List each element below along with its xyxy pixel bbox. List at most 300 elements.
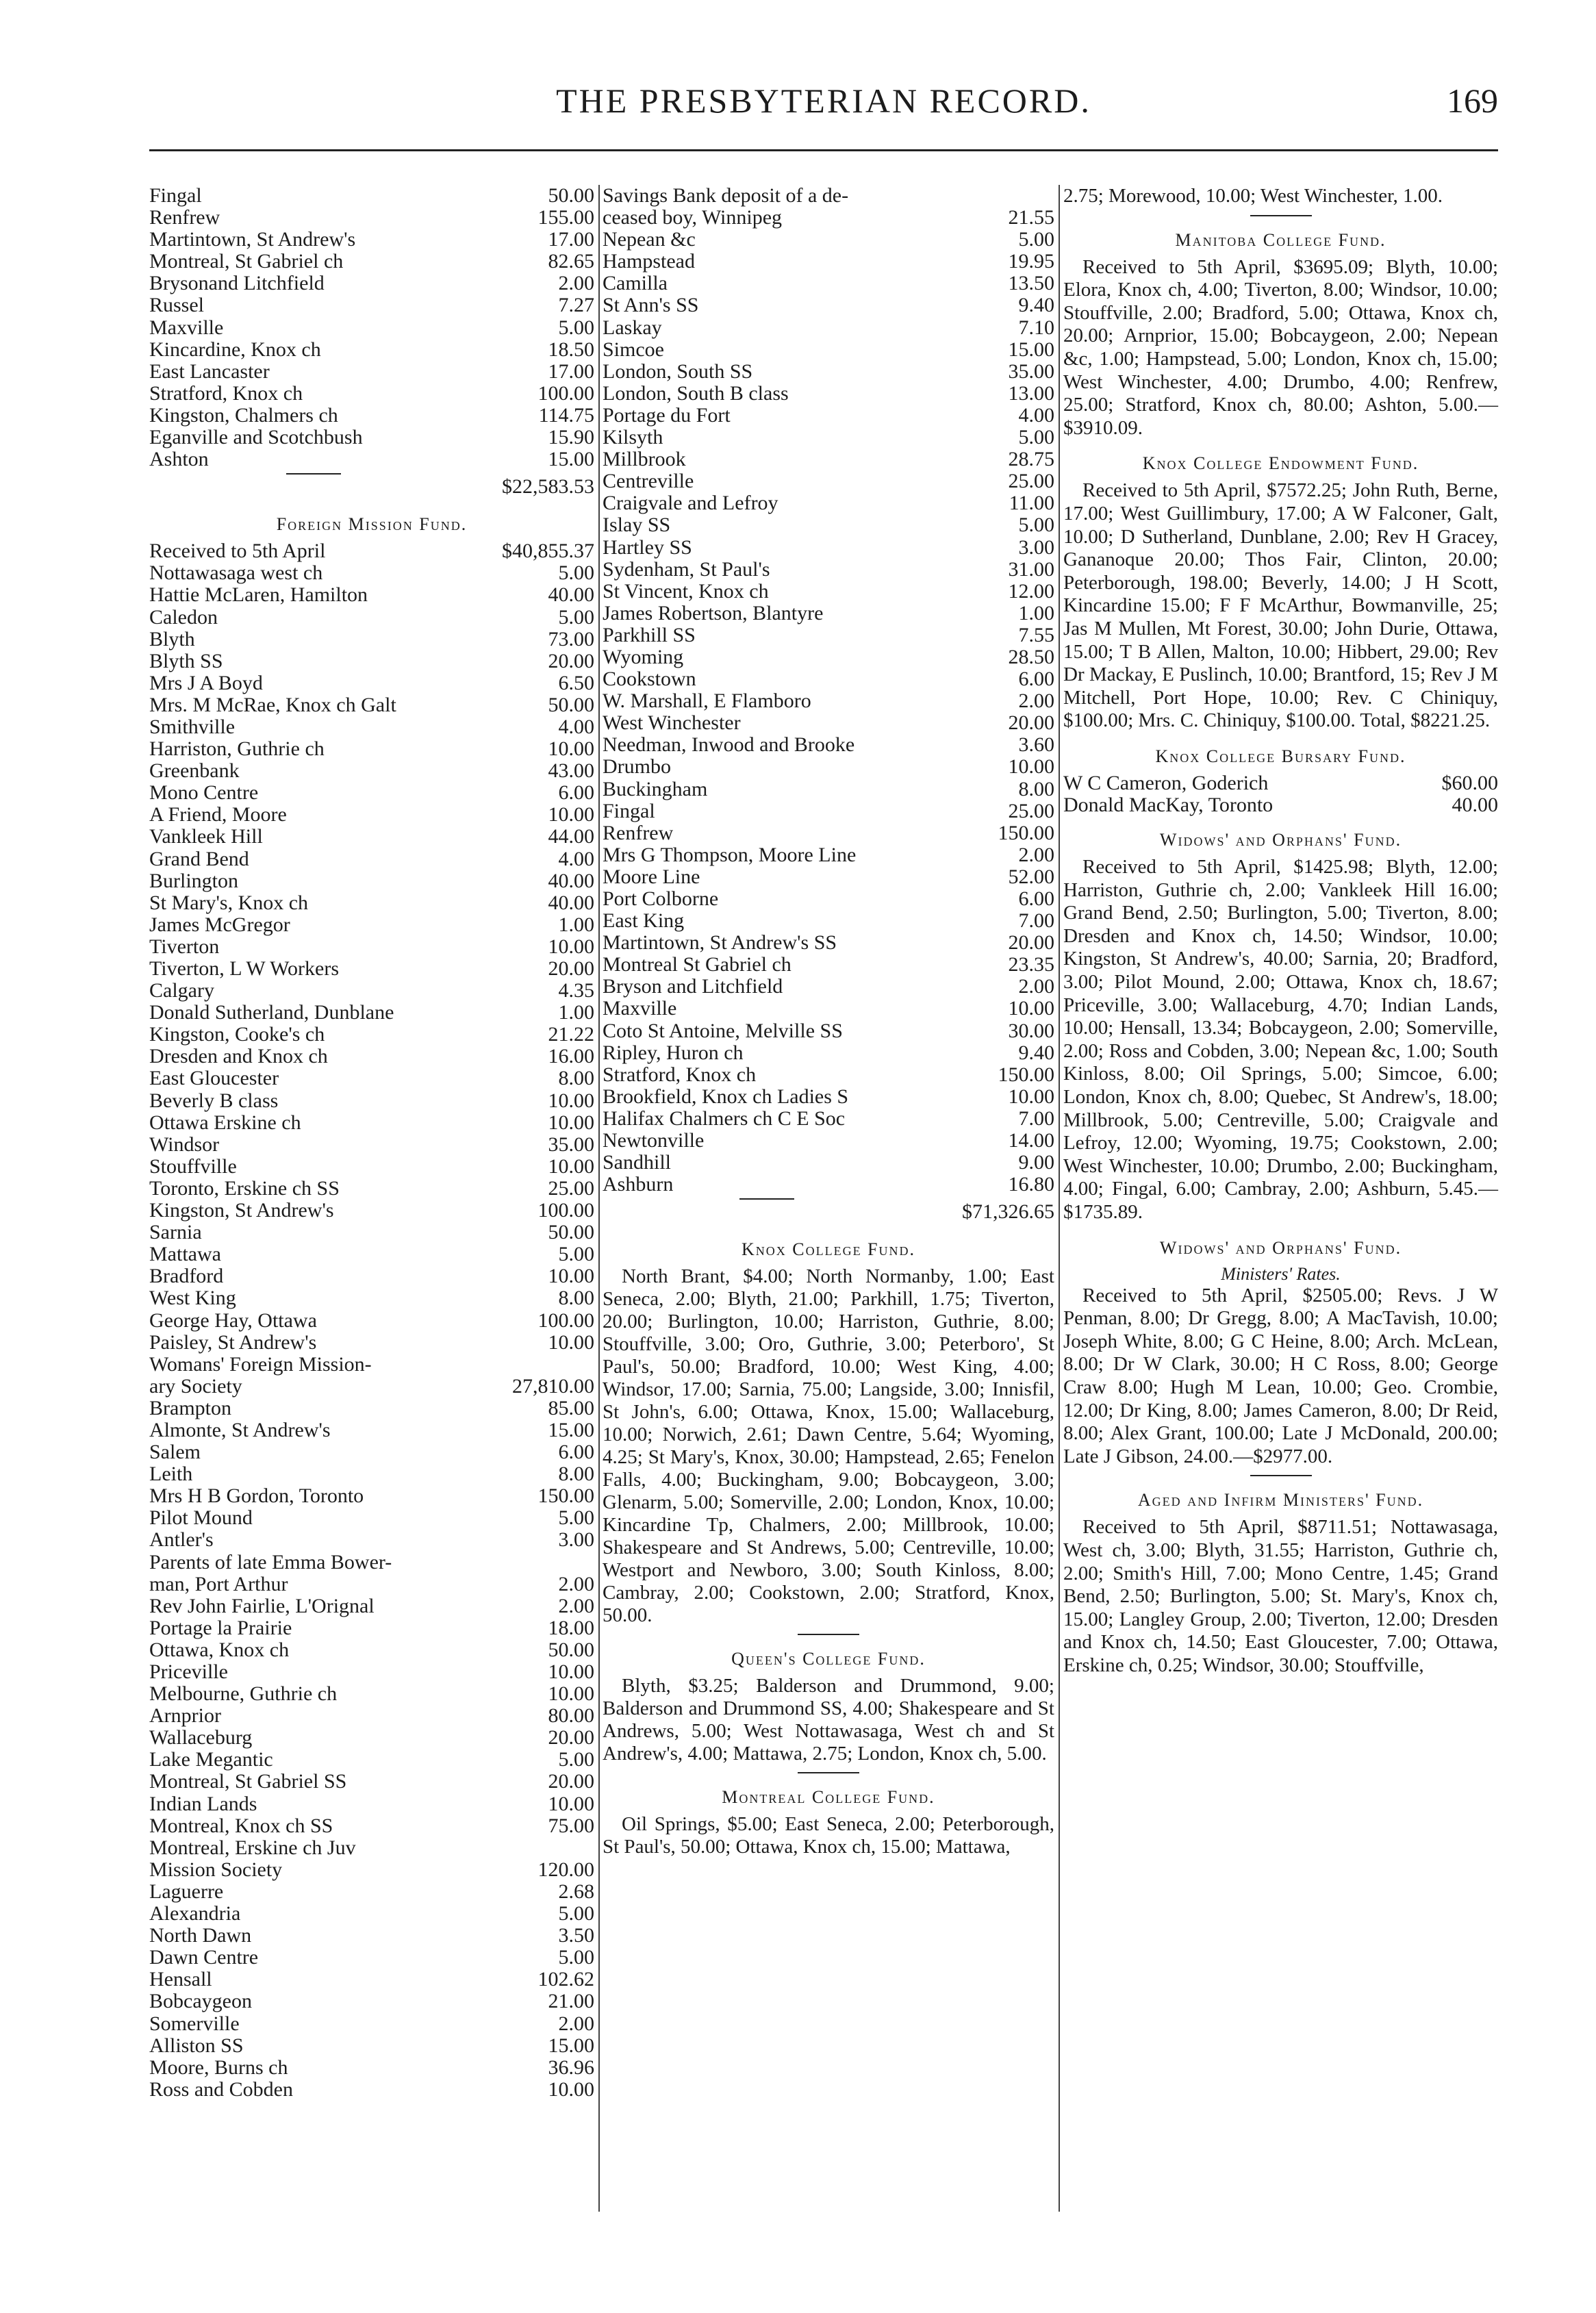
list-item — [149, 914, 594, 936]
contribution-amount: 15.00 — [1008, 338, 1054, 361]
section-title: Widows' and Orphans' Fund. — [1159, 1237, 1402, 1258]
contribution-amount: 2.00 — [558, 1573, 594, 1595]
list-item — [603, 822, 1054, 844]
contribution-amount: 20.00 — [548, 958, 594, 980]
list-item — [149, 1573, 594, 1595]
contribution-amount: 50.00 — [548, 694, 594, 716]
list-item — [149, 1749, 594, 1771]
contributor-name: Melbourne, Guthrie ch — [149, 1683, 338, 1706]
list-item — [603, 207, 1054, 229]
section-title: Queen's College Fund. — [731, 1649, 926, 1669]
list-item — [149, 1134, 594, 1156]
contributor-name: Ottawa, Knox ch — [149, 1639, 290, 1661]
contribution-amount: 10.00 — [548, 804, 594, 826]
contributor-name: St Mary's, Knox ch — [149, 892, 309, 914]
contributor-name: Dawn Centre — [149, 1947, 259, 1969]
contribution-amount: 8.00 — [558, 1463, 594, 1486]
contributor-name: Stouffville — [149, 1155, 237, 1178]
contributor-name: Simcoe — [603, 338, 664, 361]
contributor-name: West King — [149, 1287, 236, 1310]
contribution-amount: 100.00 — [537, 382, 594, 405]
contribution-amount: 5.00 — [558, 1947, 594, 1969]
contribution-amount: 11.00 — [1009, 492, 1054, 515]
contributor-name: Montreal, Erskine ch Juv — [149, 1836, 356, 1859]
list-item — [149, 1178, 594, 1200]
list-item — [149, 1595, 594, 1617]
contributor-name: Portage du Fort — [603, 404, 731, 427]
contribution-amount: 20.00 — [1008, 932, 1054, 955]
list-item — [603, 779, 1054, 800]
list-item — [149, 317, 594, 339]
list-item — [149, 848, 594, 870]
contribution-list — [149, 185, 594, 470]
column-divider — [598, 185, 600, 2212]
contribution-amount: 28.50 — [1008, 646, 1054, 668]
contributor-name: Maxville — [603, 998, 677, 1020]
contributor-name: North Dawn — [149, 1925, 252, 1947]
divider — [1250, 215, 1312, 216]
contribution-amount: 85.00 — [548, 1397, 594, 1419]
contribution-amount: 40.00 — [548, 870, 594, 892]
contribution-amount: 20.00 — [1008, 712, 1054, 735]
contribution-amount: 10.00 — [548, 738, 594, 761]
contribution-amount: 2.00 — [1018, 844, 1054, 866]
list-item — [149, 1727, 594, 1749]
contributor-name: Needman, Inwood and Brooke — [603, 734, 855, 757]
contribution-amount: 35.00 — [548, 1133, 594, 1156]
section-paragraph: Received to 5th April, $2505.00; Revs. J W Penman, 8.00; Dr Gregg, 8.00; A MacTavish, 10.00; Joseph White, 8.00; G C Heine, 8.00; Arch. McLean, 8.00; Dr W Clark, 30.00; H C Ross, 8.00; George Craw 8.00; Hugh M Lean, 10.00; Geo. Crombie, 12.00; Dr King, 8.00; James Cameron, 8.00; Dr Reid, 8.00; Alex Grant, 100.00; Late J McDonald, 200.00; Late J Gibson, 24.00.—$2977.00. — [1063, 1284, 1498, 1467]
list-item — [149, 1376, 594, 1398]
list-item — [149, 562, 594, 584]
contribution-amount: 40.00 — [1452, 794, 1498, 816]
total-line — [603, 1196, 1054, 1226]
contribution-amount: 102.62 — [537, 1969, 594, 1991]
contributor-name: Martintown, St Andrew's — [149, 229, 356, 251]
contribution-amount: 5.00 — [558, 606, 594, 629]
contribution-amount: 13.00 — [1008, 382, 1054, 405]
list-item — [149, 1990, 594, 2012]
list-item — [149, 1881, 594, 1903]
contributor-name: Smithville — [149, 716, 236, 738]
contributor-name: Caledon — [149, 606, 218, 629]
list-item — [149, 2057, 594, 2079]
contribution-amount: 10.00 — [548, 1661, 594, 1683]
contribution-amount: 7.55 — [1018, 624, 1054, 646]
list-item — [603, 756, 1054, 778]
contributor-name: Brampton — [149, 1397, 231, 1419]
list-item — [603, 361, 1054, 383]
list-item — [603, 976, 1054, 998]
contribution-amount: 2.00 — [558, 273, 594, 295]
list-item — [149, 760, 594, 782]
contributor-name: Mattawa — [149, 1243, 221, 1266]
list-item — [603, 954, 1054, 976]
list-item — [149, 273, 594, 294]
contributor-name: London, South SS — [603, 360, 753, 383]
contributor-name: Rev John Fairlie, L'Orignal — [149, 1595, 375, 1617]
contributor-name: Harriston, Guthrie ch — [149, 738, 325, 761]
contributor-name: Somerville — [149, 2012, 240, 2035]
contributor-name: London, South B class — [603, 382, 789, 405]
contribution-amount: 100.00 — [537, 1309, 594, 1332]
contribution-amount: 3.50 — [558, 1925, 594, 1947]
contribution-amount: 8.00 — [558, 1287, 594, 1310]
contributor-name: A Friend, Moore — [149, 804, 287, 826]
contribution-amount: 5.00 — [558, 316, 594, 339]
list-item — [149, 1265, 594, 1287]
contribution-amount: 10.00 — [548, 1683, 594, 1706]
list-item — [149, 1354, 594, 1376]
contribution-amount: 120.00 — [537, 1858, 594, 1881]
list-item — [149, 1287, 594, 1309]
list-item — [149, 540, 594, 562]
contribution-amount: 4.00 — [558, 848, 594, 870]
contributor-name: Windsor — [149, 1133, 220, 1156]
contribution-amount: 5.00 — [558, 1243, 594, 1266]
list-item — [149, 1485, 594, 1507]
contributor-name: W. Marshall, E Flamboro — [603, 690, 811, 713]
contributor-name: Blyth — [149, 628, 195, 650]
contributor-name: Mission Society — [149, 1858, 283, 1881]
contribution-amount: 16.80 — [1008, 1174, 1054, 1196]
contributor-name: George Hay, Ottawa — [149, 1309, 317, 1332]
contributor-name: Burlington — [149, 870, 239, 892]
contributor-name: Islay SS — [603, 514, 671, 537]
section-title: Knox College Bursary Fund. — [1155, 746, 1406, 766]
contributor-name: Stratford, Knox ch — [149, 382, 303, 405]
contribution-amount: 4.00 — [558, 716, 594, 738]
contributor-name: Moore, Burns ch — [149, 2056, 288, 2079]
contributor-name: East King — [603, 910, 685, 933]
contribution-amount: 150.00 — [998, 1063, 1054, 1086]
contributor-name: Mrs. M McRae, Knox ch Galt — [149, 694, 396, 716]
contribution-amount: 35.00 — [1008, 360, 1054, 383]
section-subtitle: Ministers' Rates. — [1221, 1263, 1341, 1284]
contributor-name: Donald MacKay, Toronto — [1063, 794, 1274, 816]
list-item — [603, 932, 1054, 954]
section-title: Knox College Fund. — [741, 1239, 916, 1260]
total-amount: $22,583.53 — [502, 475, 594, 498]
section-paragraph: Oil Springs, $5.00; East Seneca, 2.00; Peterborough, St Paul's, 50.00; Ottawa, Knox ch, 15.00; Mattawa, — [603, 1813, 1054, 1858]
contribution-amount: 44.00 — [548, 826, 594, 848]
contributor-name: Kilsyth — [603, 427, 663, 449]
contributor-name: Kingston, Chalmers ch — [149, 404, 338, 427]
contribution-amount: 6.00 — [558, 782, 594, 805]
contributor-name: Vankleek Hill — [149, 826, 263, 848]
section-paragraph: 2.75; Morewood, 10.00; West Winchester, 1.00. — [1063, 185, 1443, 207]
contribution-list — [149, 540, 594, 2101]
contribution-amount: 1.00 — [558, 1002, 594, 1024]
contribution-amount: 7.10 — [1018, 316, 1054, 339]
contribution-amount: 25.00 — [548, 1177, 594, 1200]
contribution-amount: 7.27 — [558, 294, 594, 317]
contribution-amount: 10.00 — [548, 1089, 594, 1112]
list-item — [603, 514, 1054, 536]
contribution-amount: 17.00 — [548, 360, 594, 383]
contribution-amount: 75.00 — [548, 1815, 594, 1837]
contributor-name: Montreal, St Gabriel ch — [149, 251, 344, 273]
contribution-amount: 18.50 — [548, 338, 594, 361]
contribution-amount: 150.00 — [998, 822, 1054, 844]
list-item — [149, 1441, 594, 1463]
list-item — [603, 317, 1054, 339]
page-title: THE PRESBYTERIAN RECORD. — [556, 81, 1091, 120]
contributor-name: Maxville — [149, 316, 224, 339]
list-item — [603, 448, 1054, 470]
contributor-name: Nepean &c — [603, 229, 696, 251]
list-item — [149, 672, 594, 694]
list-item — [149, 826, 594, 848]
contributor-name: Tiverton — [149, 935, 220, 958]
contribution-amount: 8.00 — [1018, 778, 1054, 800]
contributor-name: Greenbank — [149, 760, 240, 783]
contribution-amount: 2.00 — [558, 1595, 594, 1617]
contribution-amount: 3.00 — [558, 1529, 594, 1552]
contributor-name: Indian Lands — [149, 1793, 257, 1815]
contributor-name: Mono Centre — [149, 782, 259, 805]
section-title: Aged and Infirm Ministers' Fund. — [1137, 1490, 1424, 1511]
contribution-amount: 82.65 — [548, 251, 594, 273]
contributor-name: East Lancaster — [149, 360, 270, 383]
list-item — [149, 1529, 594, 1551]
contributor-name: Toronto, Erskine ch SS — [149, 1177, 340, 1200]
list-item — [149, 1661, 594, 1683]
contributor-name: Moore Line — [603, 865, 700, 888]
contributor-name: Drumbo — [603, 756, 671, 779]
section-title: Foreign Mission Fund. — [276, 514, 468, 535]
contribution-amount: 1.00 — [1018, 602, 1054, 624]
list-item — [149, 1947, 594, 1969]
contribution-amount: 9.40 — [1018, 294, 1054, 317]
contribution-amount: 31.00 — [1008, 558, 1054, 581]
list-item — [603, 1130, 1054, 1152]
list-item — [149, 1024, 594, 1046]
contributor-name: Parkhill SS — [603, 624, 696, 646]
contributor-name: Renfrew — [603, 822, 674, 844]
contributor-name: Cookstown — [603, 668, 696, 691]
list-item — [603, 383, 1054, 405]
contributor-name: Ashton — [149, 448, 209, 471]
contribution-amount: 4.00 — [1018, 404, 1054, 427]
list-item — [603, 668, 1054, 690]
contribution-amount: 25.00 — [1008, 800, 1054, 822]
contributor-name: Blyth SS — [149, 650, 223, 672]
list-item — [149, 629, 594, 650]
total-dash — [739, 1198, 794, 1226]
contribution-amount: 15.00 — [548, 1419, 594, 1441]
list-item — [149, 207, 594, 229]
contribution-amount: 5.00 — [558, 1507, 594, 1530]
list-item — [1063, 794, 1498, 816]
contribution-amount: 52.00 — [1008, 865, 1054, 888]
list-item — [603, 1064, 1054, 1086]
list-item — [149, 1925, 594, 1947]
column-divider — [1059, 185, 1060, 2212]
contributor-name: Mrs G Thompson, Moore Line — [603, 844, 857, 866]
section-title: Manitoba College Fund. — [1175, 229, 1386, 250]
list-item — [603, 690, 1054, 712]
contributor-name: Pilot Mound — [149, 1507, 253, 1530]
contribution-amount: 2.00 — [1018, 690, 1054, 713]
section-title: Montreal College Fund. — [722, 1787, 935, 1808]
contribution-amount: 3.00 — [1018, 536, 1054, 559]
list-item — [149, 2035, 594, 2057]
list-item — [149, 870, 594, 892]
list-item — [149, 804, 594, 826]
contributor-name: Mrs H B Gordon, Toronto — [149, 1485, 364, 1508]
list-item — [149, 2013, 594, 2035]
contribution-amount: 50.00 — [548, 185, 594, 207]
list-item — [149, 1090, 594, 1112]
list-item — [149, 1705, 594, 1727]
contribution-amount: 15.90 — [548, 427, 594, 449]
contributor-name: Fingal — [149, 185, 202, 207]
contributor-name: Camilla — [603, 273, 668, 295]
list-item — [603, 185, 1054, 207]
list-item — [603, 427, 1054, 448]
contributor-name: Kincardine, Knox ch — [149, 338, 321, 361]
list-item — [603, 1152, 1054, 1174]
column-middle — [603, 185, 1054, 1858]
contribution-amount: 10.00 — [548, 1331, 594, 1354]
contribution-amount: 16.00 — [548, 1046, 594, 1068]
contribution-amount: 23.35 — [1008, 954, 1054, 976]
list-item — [149, 405, 594, 427]
list-item — [603, 624, 1054, 646]
contribution-amount: 40.00 — [548, 584, 594, 607]
list-item — [603, 888, 1054, 910]
contributor-name: man, Port Arthur — [149, 1573, 288, 1595]
list-item — [149, 958, 594, 980]
list-item — [149, 2079, 594, 2101]
contributor-name: St Vincent, Knox ch — [603, 580, 769, 603]
contribution-amount: 10.00 — [1008, 756, 1054, 779]
section-paragraph: Received to 5th April, $3695.09; Blyth, 10.00; Elora, Knox ch, 4.00; Tiverton, 8.00; Windsor, 10.00; Stouffville, 2.00; Bradford, 5.00; Ottawa, Knox ch, 20.00; Arnprior, 15.00; Bobcaygeon, 2.00; Nepean &c, 1.00; Hampstead, 5.00; London, Knox ch, 15.00; West Winchester, 4.00; Drumbo, 4.00; Renfrew, 25.00; Stratford, Knox ch, 80.00; Ashton, 5.00.—$3910.09. — [1063, 255, 1498, 439]
contributor-name: Parents of late Emma Bower- — [149, 1551, 392, 1573]
contributor-name: Sandhill — [603, 1152, 672, 1174]
list-item — [603, 1042, 1054, 1064]
list-item — [603, 998, 1054, 1020]
list-item — [603, 229, 1054, 251]
contributor-name: Millbrook — [603, 448, 686, 471]
contributor-name: Brookfield, Knox ch Ladies S — [603, 1085, 849, 1108]
list-item — [149, 1112, 594, 1134]
contribution-list — [603, 185, 1054, 1196]
section-title: Knox College Endowment Fund. — [1142, 453, 1419, 474]
section-paragraph: Received to 5th April, $1425.98; Blyth, 12.00; Harriston, Guthrie ch, 2.00; Vankleek Hill 16.00; Grand Bend, 2.50; Burlington, 5.00; Tiverton, 8.00; Dresden and Knox ch, 14.50; Windsor, 10.00; Kingston, St Andrew's, 40.00; Sarnia, 20; Bradford, 3.00; Pilot Mound, 2.00; Ottawa, Knox ch, 18.67; Priceville, 3.00; Wallaceburg, 4.70; Indian Lands, 10.00; Hensall, 13.34; Bobcaygeon, 2.00; Somerville, 2.00; Ross and Cobden, 3.00; Nepean &c, 1.00; South Kinloss, 8.00; Oil Springs, 5.00; Simcoe, 6.00; London, Knox ch, 8.00; Quebec, St Andrew's, 18.00; Millbrook, 5.00; Centreville, 5.00; Craigvale and Lefroy, 12.00; Wyoming, 19.75; Cookstown, 2.00; West Winchester, 10.00; Drumbo, 2.00; Buckingham, 4.00; Fingal, 6.00; Cambray, 2.00; Ashburn, 5.45.—$1735.89. — [1063, 856, 1498, 1223]
list-item — [149, 1398, 594, 1419]
contribution-amount: 114.75 — [538, 404, 594, 427]
contributor-name: Wallaceburg — [149, 1727, 253, 1749]
contribution-amount: 5.00 — [1018, 229, 1054, 251]
list-item — [149, 1552, 594, 1573]
contributor-name: Alliston SS — [149, 2034, 244, 2057]
contributor-name: Montreal, St Gabriel SS — [149, 1771, 347, 1793]
contribution-amount: 25.00 — [1008, 470, 1054, 493]
list-item — [603, 492, 1054, 514]
contributor-name: Womans' Foreign Mission- — [149, 1353, 372, 1376]
list-item — [149, 716, 594, 738]
contributor-name: Port Colborne — [603, 888, 719, 910]
list-item — [149, 427, 594, 448]
contributor-name: Priceville — [149, 1661, 228, 1683]
contribution-amount: 20.00 — [548, 650, 594, 672]
list-item — [149, 1200, 594, 1222]
contributor-name: Grand Bend — [149, 848, 249, 870]
contribution-amount: 5.00 — [558, 1749, 594, 1771]
contribution-amount: 40.00 — [548, 892, 594, 914]
contribution-amount: 15.00 — [548, 448, 594, 471]
list-item — [603, 646, 1054, 668]
list-item — [149, 1771, 594, 1793]
contributor-name: Dresden and Knox ch — [149, 1046, 328, 1068]
contributor-name: Antler's — [149, 1529, 214, 1552]
contributor-name: Coto St Antoine, Melville SS — [603, 1020, 843, 1042]
list-item — [603, 800, 1054, 822]
contributor-name: Alexandria — [149, 1903, 241, 1925]
divider — [1250, 1475, 1312, 1476]
list-item — [149, 1683, 594, 1705]
contribution-amount: 20.00 — [548, 1771, 594, 1793]
contributor-name: Craigvale and Lefroy — [603, 492, 778, 515]
contributor-name: Brysonand Litchfield — [149, 273, 325, 295]
section-paragraph: Received to 5th April, $7572.25; John Ruth, Berne, 17.00; West Guillimbury, 17.00; A W Falconer, Galt, 10.00; D Sutherland, Dunblane, 2.00; Rev H Gracey, Gananoque 20.00; Thos Fair, Clinton, 20.00; Peterborough, 198.00; Beverly, 14.00; J H Scott, Kincardine 15.00; F F McArthur, Bowmanville, 25; Jas M Mullen, Mt Forest, 30.00; John Durie, Ottawa, 15.00; T B Allen, Malton, 10.00; Hibbert, 29.00; Rev Dr Mackay, E Puslinch, 10.00; Brantford, 15; Rev J M Mitchell, Port Hope, 10.00; Rev. C Chiniquy, $100.00; Mrs. C. Chiniquy, $100.00. Total, $8221.25. — [1063, 479, 1498, 732]
list-item — [149, 1222, 594, 1243]
contributor-name: W C Cameron, Goderich — [1063, 772, 1269, 794]
column-left — [149, 185, 594, 2101]
contributor-name: Ross and Cobden — [149, 2078, 293, 2101]
contribution-amount: 36.96 — [548, 2056, 594, 2079]
list-item — [603, 581, 1054, 603]
section-paragraph: Blyth, $3.25; Balderson and Drummond, 9.00; Balderson and Drummond SS, 4.00; Shakespeare and St Andrews, 5.00; West Nottawasaga, West ch and St Andrew's, 4.00; Mattawa, 2.75; London, Knox ch, 5.00. — [603, 1675, 1054, 1765]
contribution-amount: 150.00 — [537, 1485, 594, 1508]
list-item — [603, 1086, 1054, 1108]
contribution-amount: 7.00 — [1018, 910, 1054, 933]
total-amount: $71,326.65 — [962, 1200, 1054, 1224]
contributor-name: Wyoming — [603, 646, 684, 668]
list-item — [149, 1837, 594, 1859]
list-item — [149, 251, 594, 273]
contributor-name: Portage la Prairie — [149, 1617, 292, 1639]
list-item — [149, 229, 594, 251]
contributor-name: Renfrew — [149, 207, 220, 229]
list-item — [149, 738, 594, 760]
list-item — [603, 339, 1054, 361]
list-item — [603, 273, 1054, 294]
contributor-name: Buckingham — [603, 778, 708, 800]
contribution-amount: 2.68 — [558, 1880, 594, 1903]
contribution-amount: 4.35 — [558, 980, 594, 1002]
contributor-name: Halifax Chalmers ch C E Soc — [603, 1107, 846, 1130]
contribution-amount: 155.00 — [537, 207, 594, 229]
list-item — [149, 361, 594, 383]
contribution-amount: 28.75 — [1008, 448, 1054, 471]
contribution-amount: 10.00 — [548, 1155, 594, 1178]
contribution-amount: 20.00 — [548, 1727, 594, 1749]
contributor-name: Bobcaygeon — [149, 1990, 252, 2013]
contributor-name: Hattie McLaren, Hamilton — [149, 584, 368, 607]
contribution-amount: 10.00 — [1008, 998, 1054, 1020]
contributor-name: Almonte, St Andrew's — [149, 1419, 331, 1441]
list-item — [149, 294, 594, 316]
list-item — [603, 712, 1054, 734]
contributor-name: Arnprior — [149, 1705, 221, 1728]
list-item — [603, 734, 1054, 756]
contributor-name: St Ann's SS — [603, 294, 699, 317]
contribution-amount: 6.00 — [558, 1441, 594, 1464]
list-item — [149, 185, 594, 207]
contribution-amount: 12.00 — [1008, 580, 1054, 603]
